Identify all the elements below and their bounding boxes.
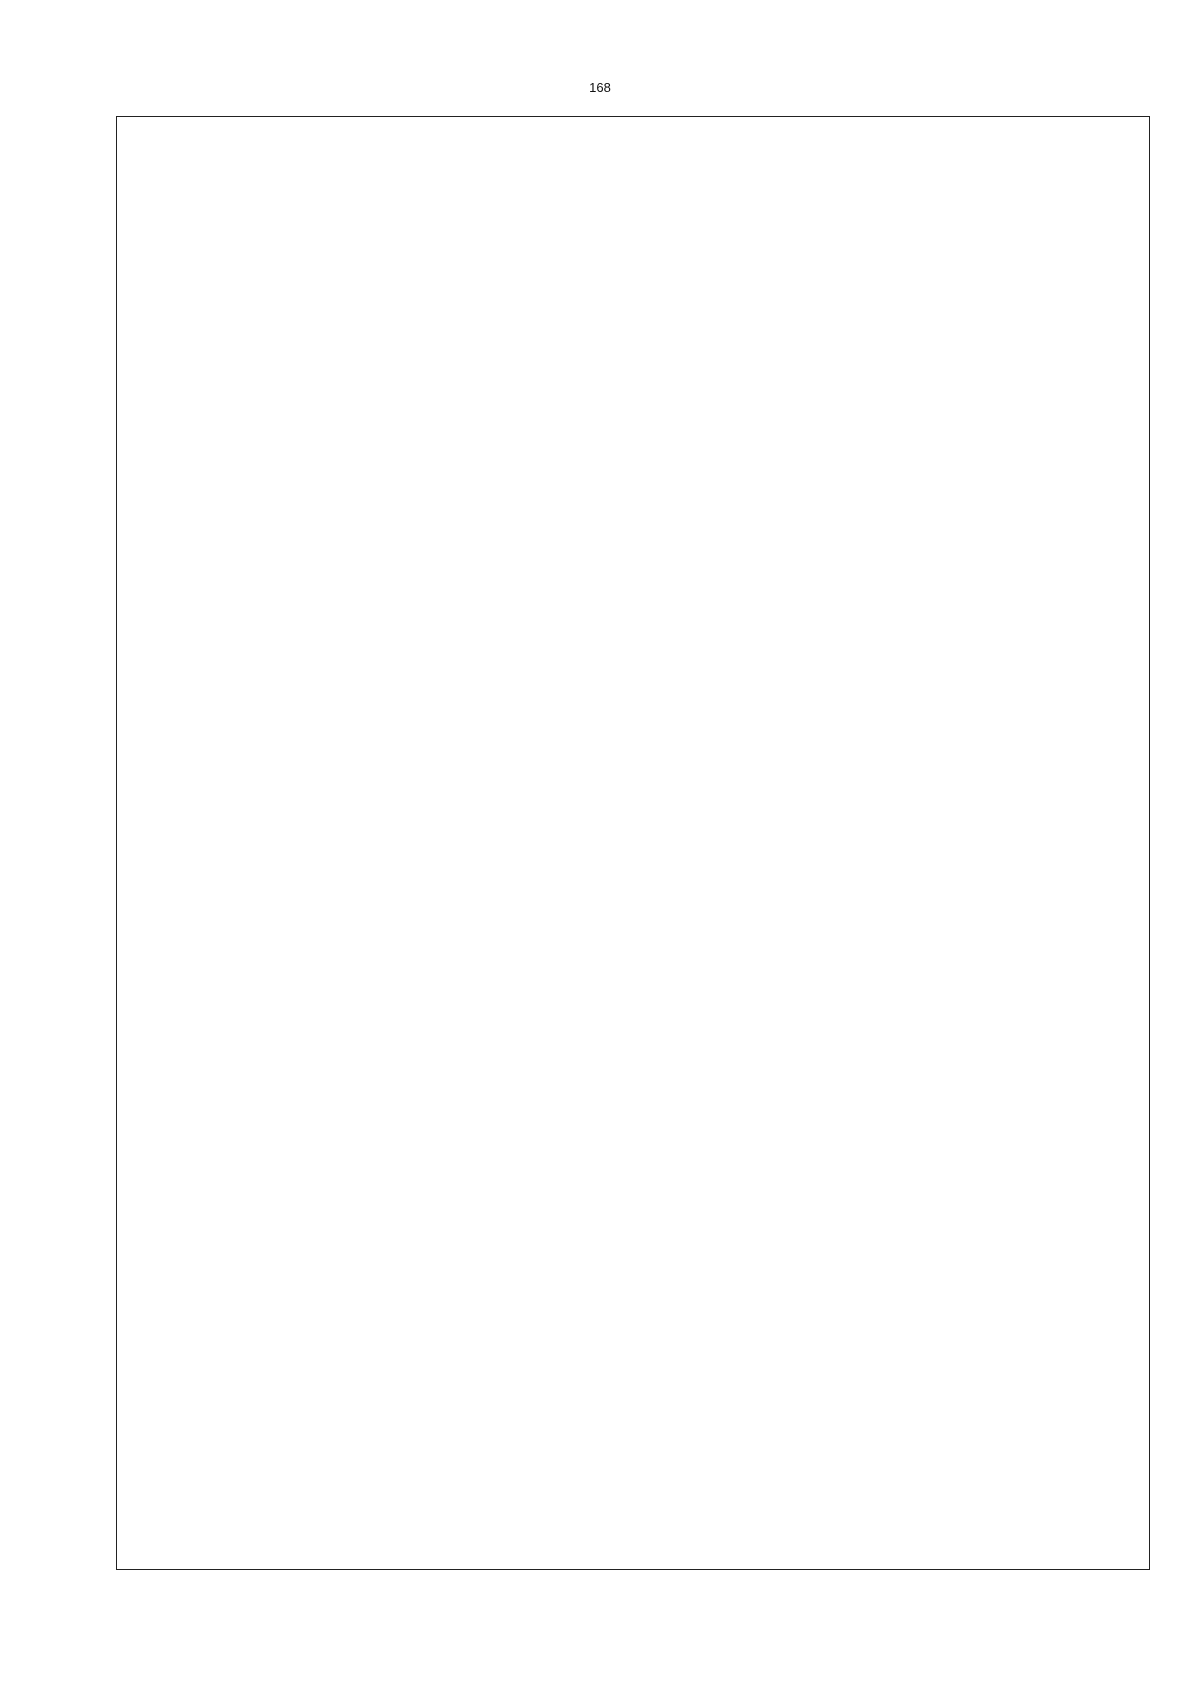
page-number: 168 [589,80,611,95]
table-area [116,116,1150,1570]
